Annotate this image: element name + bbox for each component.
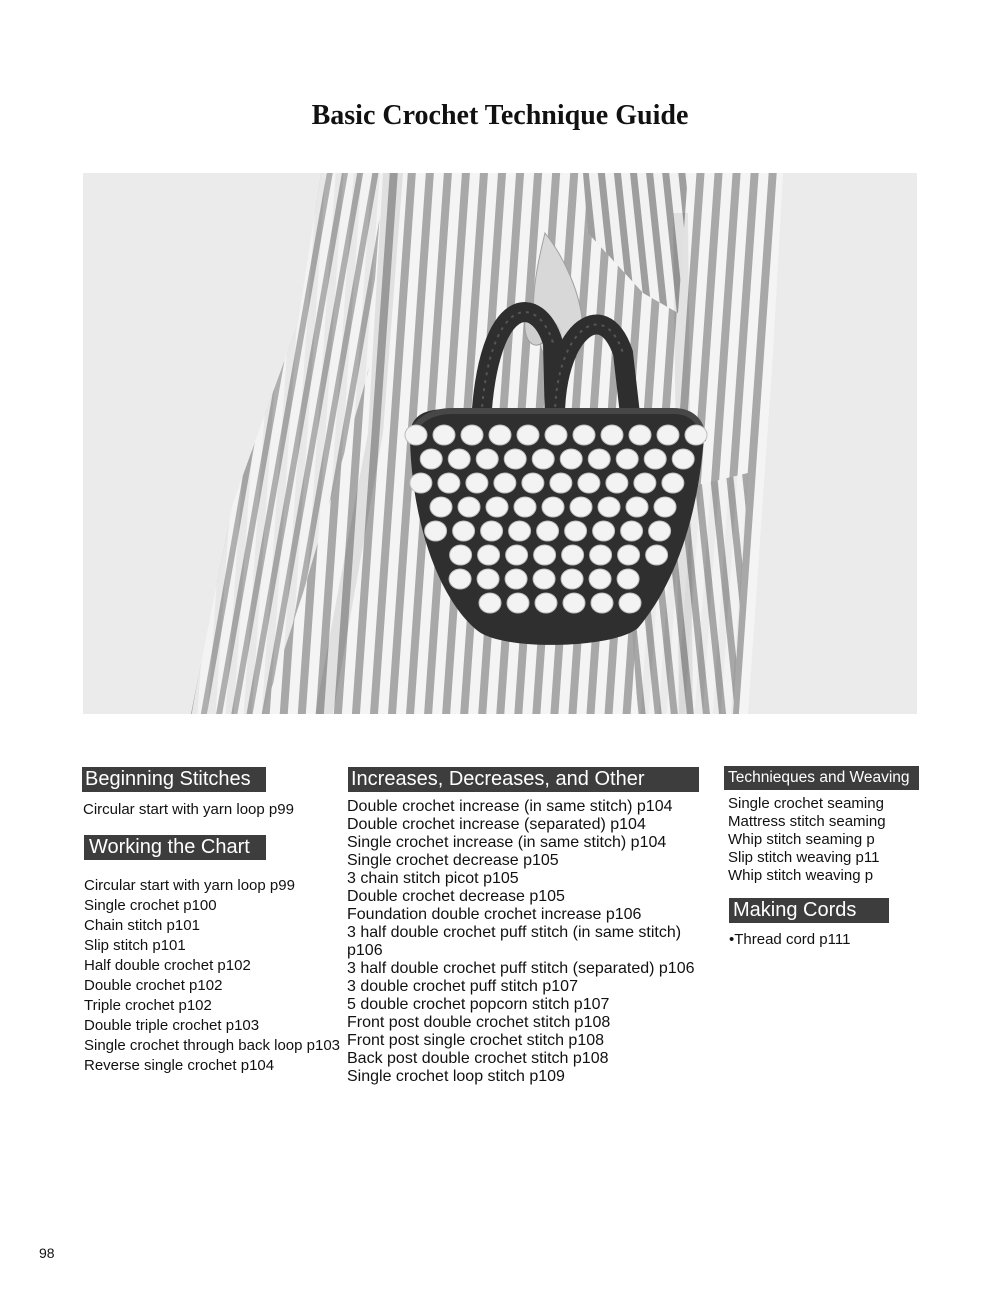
crochet-tote-bag-photo (83, 173, 917, 714)
product-photo (83, 173, 917, 714)
list-item: Whip stitch weaving p (728, 867, 874, 884)
heading-making-cords: Making Cords (729, 898, 889, 923)
techniques-list (728, 795, 886, 885)
list-item: Whip stitch seaming p (728, 831, 875, 848)
list-item: 3 half double crochet puff stitch (separated) p106 (347, 960, 695, 977)
list-item: 3 double crochet puff stitch p107 (347, 978, 578, 995)
list-item: Double crochet decrease p105 (347, 888, 565, 905)
list-item: Slip stitch weaving p11 (728, 849, 880, 866)
list-item: Triple crochet p102 (84, 997, 212, 1014)
list-item: Double crochet increase (separated) p104 (347, 816, 646, 833)
page-title: Basic Crochet Technique Guide (311, 100, 689, 131)
list-item: Circular start with yarn loop p99 (83, 801, 294, 818)
heading-working-the-chart: Working the Chart (84, 835, 266, 860)
list-item: Back post double crochet stitch p108 (347, 1050, 609, 1067)
list-item: Double crochet p102 (84, 977, 223, 994)
list-item: Double crochet increase (in same stitch) p104 (347, 798, 673, 815)
list-item: Chain stitch p101 (84, 917, 200, 934)
list-item: Front post double crochet stitch p108 (347, 1014, 611, 1031)
heading-techniques-and-weaving: Technieques and Weaving (724, 766, 919, 790)
page-number: 98 (39, 1245, 55, 1261)
list-item: Single crochet increase (in same stitch) p104 (347, 834, 667, 851)
heading-increases-decreases: Increases, Decreases, and Other (348, 767, 699, 792)
list-item: Single crochet loop stitch p109 (347, 1068, 565, 1085)
list-item: Single crochet seaming (728, 795, 884, 812)
list-item: Half double crochet p102 (84, 957, 251, 974)
list-item: Foundation double crochet increase p106 (347, 906, 642, 923)
heading-beginning-stitches: Beginning Stitches (82, 767, 266, 792)
list-item: 3 half double crochet puff stitch (in same stitch) p106 (347, 924, 682, 959)
list-item: 5 double crochet popcorn stitch p107 (347, 996, 610, 1013)
list-item: Single crochet p100 (84, 897, 217, 914)
increases-decreases-list (347, 798, 697, 1086)
beginning-stitches-list (83, 800, 294, 820)
list-item: Slip stitch p101 (84, 937, 186, 954)
list-item: Circular start with yarn loop p99 (84, 877, 295, 894)
making-cords-list (729, 930, 850, 950)
list-item: Double triple crochet p103 (84, 1017, 260, 1034)
list-item: Reverse single crochet p104 (84, 1057, 275, 1074)
list-item: Single crochet decrease p105 (347, 852, 559, 869)
list-item: 3 chain stitch picot p105 (347, 870, 519, 887)
list-item: Mattress stitch seaming (728, 813, 886, 830)
list-item: •Thread cord p111 (729, 931, 851, 948)
working-the-chart-list (84, 876, 340, 1076)
list-item: Front post single crochet stitch p108 (347, 1032, 605, 1049)
list-item: Single crochet through back loop p103 (84, 1037, 341, 1054)
